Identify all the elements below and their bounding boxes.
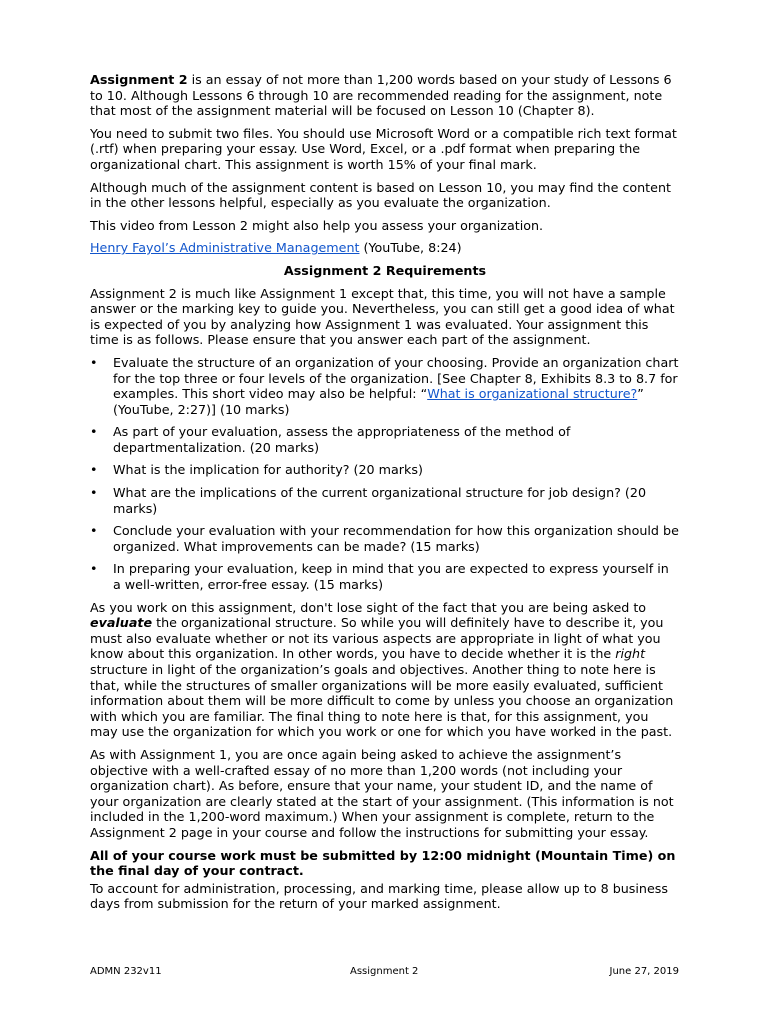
- video-reference: [90, 240, 680, 256]
- processing-time-paragraph: To account for administration, processing, and marking time, please allow up to 8 business days from submission for the return of your marked assignment.: [90, 880, 668, 912]
- list-item: [90, 485, 680, 516]
- intro-paragraph-1-text: is an essay of not more than 1,200 words based on your study of Lessons 6 to 10. Although Lessons 6 through 10 are recommended reading for the assignment, note that most of the assignment material will be focused on Lesson 10 (Chapter 8).: [90, 72, 672, 119]
- deadline-notice: All of your course work must be submitted by 12:00 midnight (Mountain Time) on the final day of your contract.: [90, 847, 676, 879]
- evaluate-paragraph-text: structure in light of the organization’s goals and objectives. Another thing to note here is that, while the structures of smaller organizations will be more easily evaluated, sufficient information about them will be more difficult to come by unless you choose an organization with which you are familiar. The final thing to note here is that, for this assignment, you may use the organization for which you work or one for which you have worked in the past.: [90, 662, 674, 740]
- footer-date: June 27, 2019: [609, 966, 679, 977]
- list-item-text: What are the implications of the current organizational structure for job design? (20 marks): [113, 485, 647, 516]
- video-meta: (YouTube, 8:24): [359, 240, 462, 256]
- requirements-list: [90, 355, 680, 593]
- evaluate-paragraph: [90, 600, 680, 740]
- bullet-icon: •: [90, 523, 98, 539]
- evaluate-emphasis: evaluate: [90, 615, 153, 631]
- list-item-text: Conclude your evaluation with your recommendation for how this organization should be organized. What improvements can be made? (15 marks): [113, 523, 679, 554]
- submission-paragraph: As with Assignment 1, you are once again being asked to achieve the assignment’s objective with a well-crafted essay of no more than 1,200 words (not including your organization chart). As before, ensure that your name, your student ID, and the name of your organization are clearly stated at the start of your assignment. (This information is not included in the 1,200-word maximum.) When your assignment is complete, return to the Assignment 2 page in your course and follow the instructions for submitting your essay.: [90, 746, 674, 840]
- list-item: [90, 462, 680, 478]
- footer-title: Assignment 2: [350, 966, 419, 977]
- bullet-icon: •: [90, 485, 98, 501]
- right-emphasis: right: [615, 646, 646, 662]
- assignment-label: Assignment 2: [90, 72, 188, 87]
- list-item: [90, 523, 680, 554]
- evaluate-paragraph-text: As you work on this assignment, don't lose sight of the fact that you are being asked to: [90, 599, 647, 615]
- requirements-heading: Assignment 2 Requirements: [283, 262, 487, 278]
- list-item: [90, 424, 680, 455]
- list-item-text: Evaluate the structure of an organization of your choosing. Provide an organization chart for the top three or four levels of the organization. [See Chapter 8, Exhibits 8.3 to 8.7 for examples. This short video may also be helpful: “: [113, 354, 679, 402]
- document-body: [90, 72, 680, 919]
- bullet-icon: •: [90, 561, 98, 577]
- intro-paragraph-2: You need to submit two files. You should use Microsoft Word or a compatible rich text format (.rtf) when preparing your essay. Use Word, Excel, or a .pdf format when preparing the organizational chart. This assignment is worth 15% of your final mark.: [90, 125, 677, 172]
- requirements-intro: Assignment 2 is much like Assignment 1 except that, this time, you will not have a sample answer or the marking key to guide you. Nevertheless, you can still get a good idea of what is expected of you by analyzing how Assignment 1 was evaluated. Your assignment this time is as follows. Please ensure that you answer each part of the assignment.: [90, 285, 675, 348]
- bullet-icon: •: [90, 462, 98, 478]
- bullet-icon: •: [90, 424, 98, 440]
- evaluate-paragraph-text: the organizational structure. So while you will definitely have to describe it, you must also evaluate whether or not its various aspects are appropriate in light of what you know about this organization. In other words, you have to decide whether it is the: [90, 615, 664, 662]
- list-item-text: What is the implication for authority? (20 marks): [113, 462, 423, 478]
- bullet-icon: •: [90, 354, 98, 370]
- list-item: [90, 355, 680, 417]
- footer-course-code: ADMN 232v11: [90, 966, 162, 977]
- intro-paragraph-1: [90, 72, 680, 119]
- org-structure-video-link[interactable]: What is organizational structure?: [427, 386, 638, 402]
- list-item-text: ” (YouTube, 2:27)] (10 marks): [113, 386, 644, 417]
- intro-paragraph-3: Although much of the assignment content is based on Lesson 10, you may find the content in the other lessons helpful, especially as you evaluate the organization.: [90, 179, 671, 211]
- list-item: [90, 561, 680, 592]
- list-item-text: In preparing your evaluation, keep in mind that you are expected to express yourself in a well-written, error-free essay. (15 marks): [113, 561, 669, 593]
- fayol-video-link[interactable]: Henry Fayol’s Administrative Management: [90, 240, 360, 256]
- list-item-text: As part of your evaluation, assess the appropriateness of the method of departmentalization. (20 marks): [113, 424, 571, 455]
- intro-paragraph-4: This video from Lesson 2 might also help you assess your organization.: [90, 217, 544, 233]
